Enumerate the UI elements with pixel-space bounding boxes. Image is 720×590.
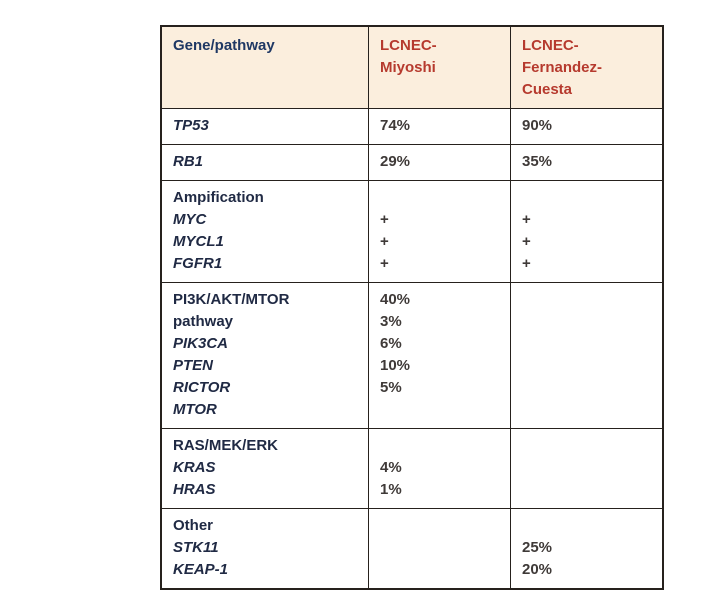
table-row [161,181,663,283]
gene-label-cell [161,145,369,181]
gene-label: pathway [173,313,234,330]
cell-value [380,187,500,209]
gene-label: Ampification [173,189,264,206]
cell-value: 90% [522,117,553,134]
table-row [161,283,663,429]
fernandez-value-cell [511,429,664,509]
gene-table [160,25,664,590]
gene-label: TP53 [173,117,209,134]
header-line: Miyoshi [380,59,436,76]
cell-value: + [380,255,389,272]
gene-label: RAS/MEK/ERK [173,437,279,454]
cell-value: + [522,211,531,228]
gene-label: Other [173,517,214,534]
miyoshi-value-cell [369,429,511,509]
cell-value [522,515,652,537]
cell-value [380,435,500,457]
gene-label: FGFR1 [173,255,223,272]
cell-value: 4% [380,459,402,476]
fernandez-value-cell [511,283,664,429]
fernandez-value-cell [511,109,664,145]
gene-label: KEAP-1 [173,561,229,578]
header-cell-gene [161,26,369,109]
header-line: Fernandez- [522,59,603,76]
table-row [161,109,663,145]
gene-table-body [161,109,663,590]
header-row [161,26,663,109]
miyoshi-value-cell [369,509,511,590]
gene-label: MYCL1 [173,233,224,250]
table-row [161,145,663,181]
header-cell-miyoshi [369,26,511,109]
gene-label: PI3K/AKT/MTOR [173,291,290,308]
header-line: LCNEC- [380,37,437,54]
cell-value: + [380,233,389,250]
table-row [161,509,663,590]
cell-value: 74% [380,117,411,134]
cell-value: + [522,255,531,272]
fernandez-value-cell [511,509,664,590]
fernandez-value-cell [511,145,664,181]
gene-label: STK11 [173,539,219,556]
gene-label: MTOR [173,401,217,418]
cell-value: 1% [380,481,402,498]
cell-value: 5% [380,379,402,396]
gene-label: PIK3CA [173,335,229,352]
cell-value: 35% [522,153,553,170]
cell-value [522,187,652,209]
gene-label-cell [161,283,369,429]
cell-value: + [380,211,389,228]
cell-value: 10% [380,357,411,374]
miyoshi-value-cell [369,109,511,145]
cell-value: 25% [522,539,553,556]
gene-label: PTEN [173,357,214,374]
header-cell-fernandez [511,26,664,109]
cell-value: 3% [380,313,402,330]
gene-label-cell [161,181,369,283]
header-line: LCNEC- [522,37,579,54]
gene-label-cell [161,109,369,145]
miyoshi-value-cell [369,283,511,429]
gene-label: RICTOR [173,379,231,396]
fernandez-value-cell [511,181,664,283]
header-line: Cuesta [522,81,573,98]
cell-value: + [522,233,531,250]
cell-value: 6% [380,335,402,352]
gene-label-cell [161,509,369,590]
gene-label: KRAS [173,459,216,476]
gene-label: HRAS [173,481,216,498]
miyoshi-value-cell [369,145,511,181]
cell-value: 40% [380,291,411,308]
gene-label-cell [161,429,369,509]
miyoshi-value-cell [369,181,511,283]
gene-label: RB1 [173,153,204,170]
gene-label: MYC [173,211,207,228]
header-line: Gene/pathway [173,37,275,54]
table-row [161,429,663,509]
cell-value: 20% [522,561,553,578]
cell-value: 29% [380,153,411,170]
gene-table-head [161,26,663,109]
